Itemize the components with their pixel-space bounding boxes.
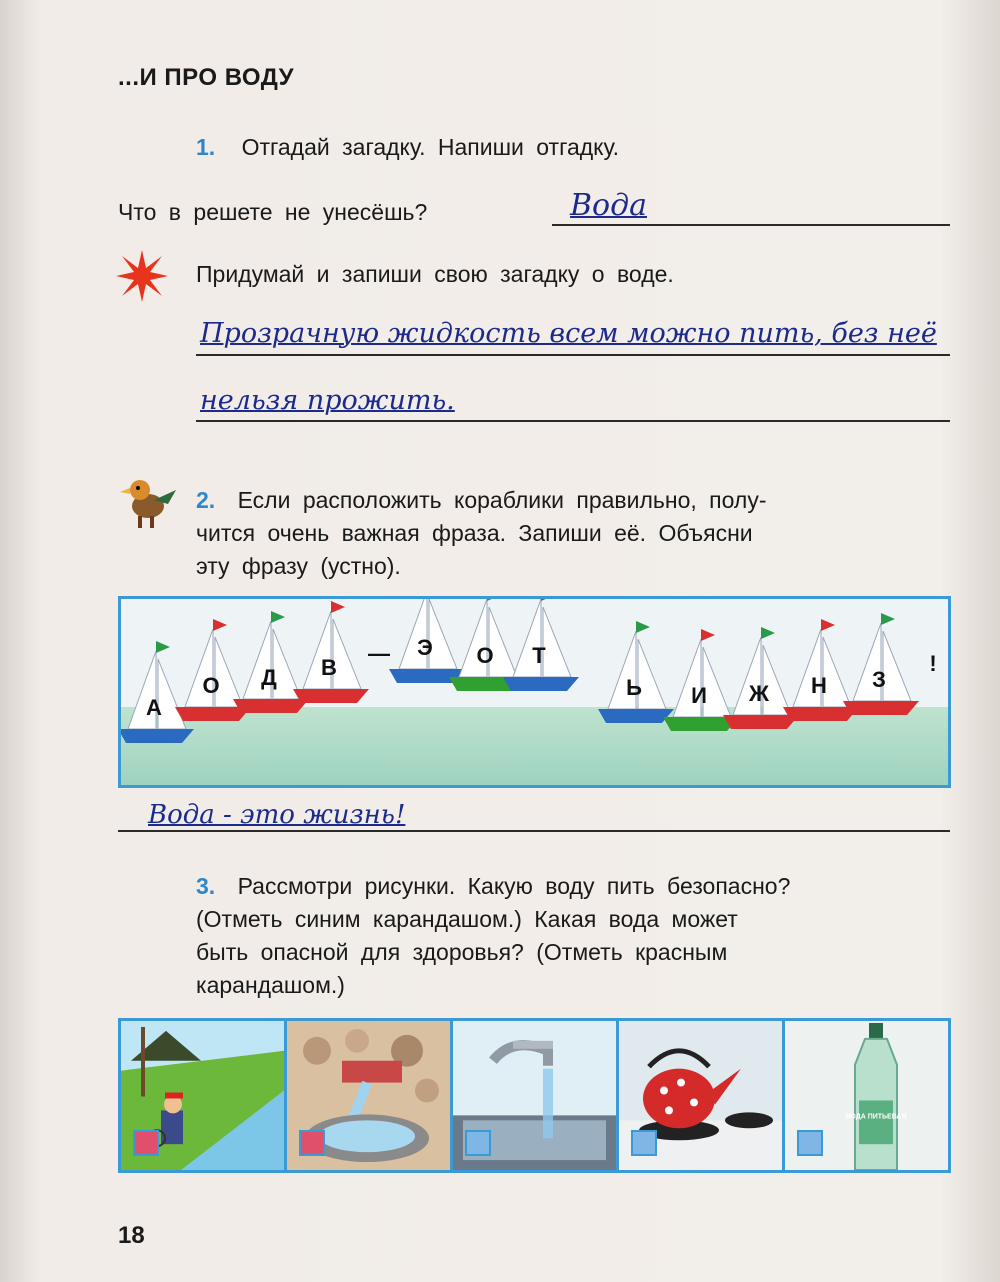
hull [233, 699, 309, 713]
handwritten-riddle-line2: нельзя прожить. [200, 385, 455, 416]
mark-box-blue[interactable] [465, 1130, 491, 1156]
hull [503, 677, 579, 691]
flag [331, 601, 345, 613]
picture-bottle [785, 1021, 948, 1170]
answer-line [552, 224, 950, 226]
task2-text-line1: Если расположить кораблики правильно, полу- [237, 487, 767, 513]
sailboats-picture [118, 596, 951, 788]
boat-letter: Ь [626, 675, 642, 700]
task3-line4: карандашом.) [196, 972, 345, 998]
task3-line2: (Отметь синим карандашом.) Какая вода может [196, 906, 738, 932]
sailboat [843, 613, 919, 715]
write-line-2 [196, 420, 950, 422]
flag [881, 613, 895, 625]
boat-letter: Ж [749, 681, 769, 706]
boat-letter: И [691, 683, 707, 708]
flag [701, 629, 715, 641]
task1-header [196, 131, 619, 163]
task3-text-line1: Рассмотри рисунки. Какую воду пить безопасно? [237, 873, 791, 899]
hull [783, 707, 859, 721]
write-line-1 [196, 354, 950, 356]
bottle-label: ВОДА ПИТЬЕВАЯ [845, 1113, 907, 1121]
mark-box-blue[interactable] [631, 1130, 657, 1156]
bird-icon [118, 470, 180, 532]
boat-letter: О [202, 673, 220, 698]
task2-line3: эту фразу (устно). [196, 553, 401, 579]
hull [293, 689, 369, 703]
picture-tap [453, 1021, 619, 1170]
boat-letter: — [368, 641, 390, 666]
flag [271, 611, 285, 623]
flag [213, 619, 227, 631]
picture-kettle [619, 1021, 785, 1170]
flag [156, 641, 170, 653]
hull [723, 715, 799, 729]
sailboat [233, 611, 309, 713]
flag [541, 599, 555, 601]
sailboat [598, 621, 674, 723]
sailboats-drawing [121, 599, 948, 785]
boat-letter: Э [417, 635, 433, 660]
boat-symbol [929, 651, 936, 676]
water-pictures-row [118, 1018, 951, 1173]
task2-number: 2. [196, 487, 216, 513]
sailboat [121, 641, 194, 743]
handwritten-riddle-line1: Прозрачную жидкость всем можно пить, без неё [200, 318, 937, 349]
hull [121, 729, 194, 743]
riddle-text: Что в решете не унесёшь? [118, 199, 428, 225]
boat-letter: З [872, 667, 886, 692]
mark-box-blue[interactable] [797, 1130, 823, 1156]
picture-spring [287, 1021, 453, 1170]
task2-line2: чится очень важная фраза. Запиши её. Объясни [196, 520, 753, 546]
page-number: 18 [118, 1222, 145, 1249]
task3-line3: быть опасной для здоровья? (Отметь красным [196, 939, 728, 965]
boat-letter: В [321, 655, 337, 680]
create-riddle-prompt: Придумай и запиши свою загадку о воде. [196, 261, 674, 287]
star-icon [116, 250, 168, 302]
hull [843, 701, 919, 715]
task3-number: 3. [196, 873, 216, 899]
task1-text: Отгадай загадку. Напиши отгадку. [241, 134, 620, 160]
mark-box-red[interactable] [299, 1130, 325, 1156]
boat-letter: ! [929, 651, 937, 676]
boat-letter: О [476, 643, 494, 668]
task1-number: 1. [196, 134, 216, 160]
flag [821, 619, 835, 631]
task2-line1 [196, 484, 767, 516]
sailboat [293, 601, 369, 703]
task3-line1 [196, 870, 790, 902]
picture-river [121, 1021, 287, 1170]
phrase-answer-line [118, 830, 950, 832]
boat-symbol [368, 641, 390, 666]
phrase-answer: Вода - это жизнь! [148, 800, 406, 830]
boat-letter: Т [532, 643, 546, 668]
flag [761, 627, 775, 639]
flag [487, 599, 501, 601]
hull [598, 709, 674, 723]
sailboat [389, 599, 465, 683]
section-title: ...И ПРО ВОДУ [118, 64, 295, 91]
flag [636, 621, 650, 633]
riddle-answer: Вода [570, 188, 648, 223]
boat-letter: А [146, 695, 162, 720]
sailboat [503, 599, 579, 691]
mark-box-red[interactable] [133, 1130, 159, 1156]
boat-letter: Д [261, 665, 277, 690]
boat-letter: Н [811, 673, 827, 698]
